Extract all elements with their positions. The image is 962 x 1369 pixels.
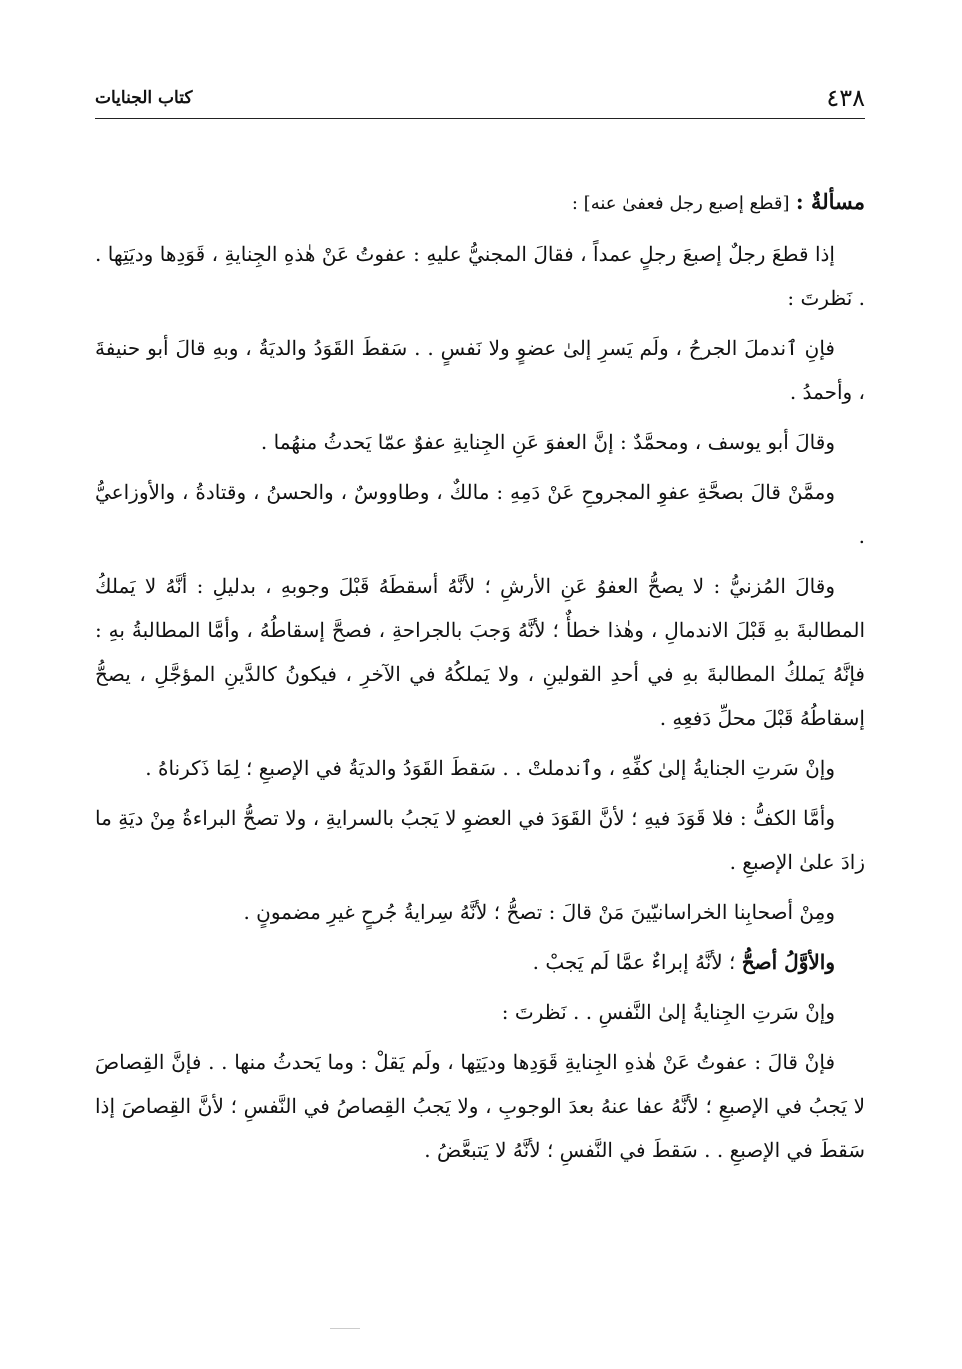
page-body xyxy=(95,180,865,1178)
ruling-text: ؛ لأنَّهُ إبراءٌ عمَّا لَم يَجبْ . xyxy=(532,950,742,974)
ruling-paragraph xyxy=(95,940,865,984)
issue-title: [قطع إصبع رجل فعفىٰ عنه] : xyxy=(571,193,790,214)
footer-mark xyxy=(330,1328,360,1329)
paragraph: وقالَ أبو يوسف ، ومحمَّدٌ : إنَّ العفوَ عَنِ الجِنايةِ عفوٌ عمّا يَحدثُ منهُما . xyxy=(260,430,835,454)
page-number: ٤٣٨ xyxy=(826,84,865,112)
ruling-label: والأوَّلُ أصحُّ xyxy=(741,950,835,974)
header-rule xyxy=(95,118,865,119)
paragraph: وإنْ سَرتِ الجِنايةُ إلىٰ النَّفسِ . . نَظرتَ : xyxy=(501,1000,835,1024)
paragraph: وأمَّا الكفُّ : فلا قَوَدَ فيهِ ؛ لأنَّ القَوَدَ في العضوِ لا يَجبُ بالسرايةِ ، ولا تصحُّ البراءةُ مِنْ ديَةِ ما زادَ علىٰ الإصبعِ . xyxy=(95,806,865,874)
running-title: كتاب الجنايات xyxy=(95,88,193,108)
paragraph: فإنِ ٱندملَ الجرحُ ، ولَم يَسرِ إلىٰ عضوٍ ولا نَفسٍ . . سَقطَ القَوَدُ والديَةُ ، وبهِ قالَ أبو حنيفةَ ، وأحمدُ . xyxy=(95,336,865,404)
issue-label: مسألةٌ : xyxy=(795,189,865,214)
paragraph: وإنْ سَرتِ الجنايةُ إلىٰ كفِّهِ ، وٱندملتْ . . سَقطَ القَوَدُ والديَةُ في الإصبعِ ؛ لِمَا ذَكرناهُ . xyxy=(145,756,835,780)
paragraph: فإنْ قالَ : عفوتُ عَنْ هٰذهِ الجِنايةِ قَوَدِها وديَتِها ، ولَم يَقلْ : وما يَحدثُ منها . . فإنَّ القِصاصَ لا يَجبُ في الإصبعِ ؛ لأنَّهُ عفا عنهُ بعدَ الوجوبِ ، ولا يَجبُ القِصاصُ في النَّفسِ ؛ لأنَّ القِصاصَ إذا سَقطَ في الإصبعِ . . سَقطَ في النَّفسِ ؛ لأنَّهُ لا يَتبعَّضُ . xyxy=(95,1050,865,1162)
page-header xyxy=(95,84,865,114)
issue-heading xyxy=(95,180,865,226)
paragraph: وممَّنْ قالَ بصحَّةِ عفوِ المجروحِ عَنْ دَمِهِ : مالكٌ ، وطاووسٌ ، والحسنُ ، وقتادةُ ، والأوزاعيُّ . xyxy=(95,480,865,548)
paragraph: ومِنْ أصحابِنا الخراسانيّينَ مَنْ قالَ : تصحُّ ؛ لأنَّهُ سِرايةُ جُرحٍ غيرِ مضمونٍ . xyxy=(243,900,835,924)
paragraph: وقالَ المُزنيُّ : لا يصحُّ العفوُ عَنِ الأرشِ ؛ لأنَّهُ أسقطَهُ قَبْلَ وجوبهِ ، بدليلِ : أنَّهُ لا يَملكُ المطالبةَ بهِ قَبْلَ الاندمالِ ، وهٰذا خطأٌ ؛ لأنَّهُ وَجبَ بالجراحةِ ، فصحَّ إسقاطُهُ ، وأمَّا المطالبةُ بهِ : فإنَّهُ يَملكُ المطالبةَ بهِ في أحدِ القولينِ ، ولا يَملكُهُ في الآخرِ ، فيكونُ كالدَّينِ المؤجَّلِ ، يصحُّ إسقاطُهُ قَبْلَ محلِّ دَفعِهِ . xyxy=(95,574,866,730)
paragraph: إذا قطعَ رجلٌ إصبعَ رجلٍ عمداً ، فقالَ المجنيُّ عليهِ : عفوتُ عَنْ هٰذهِ الجِنايةِ ، قَوَدِها وديَتِها . . نَظرتَ : xyxy=(95,242,865,310)
